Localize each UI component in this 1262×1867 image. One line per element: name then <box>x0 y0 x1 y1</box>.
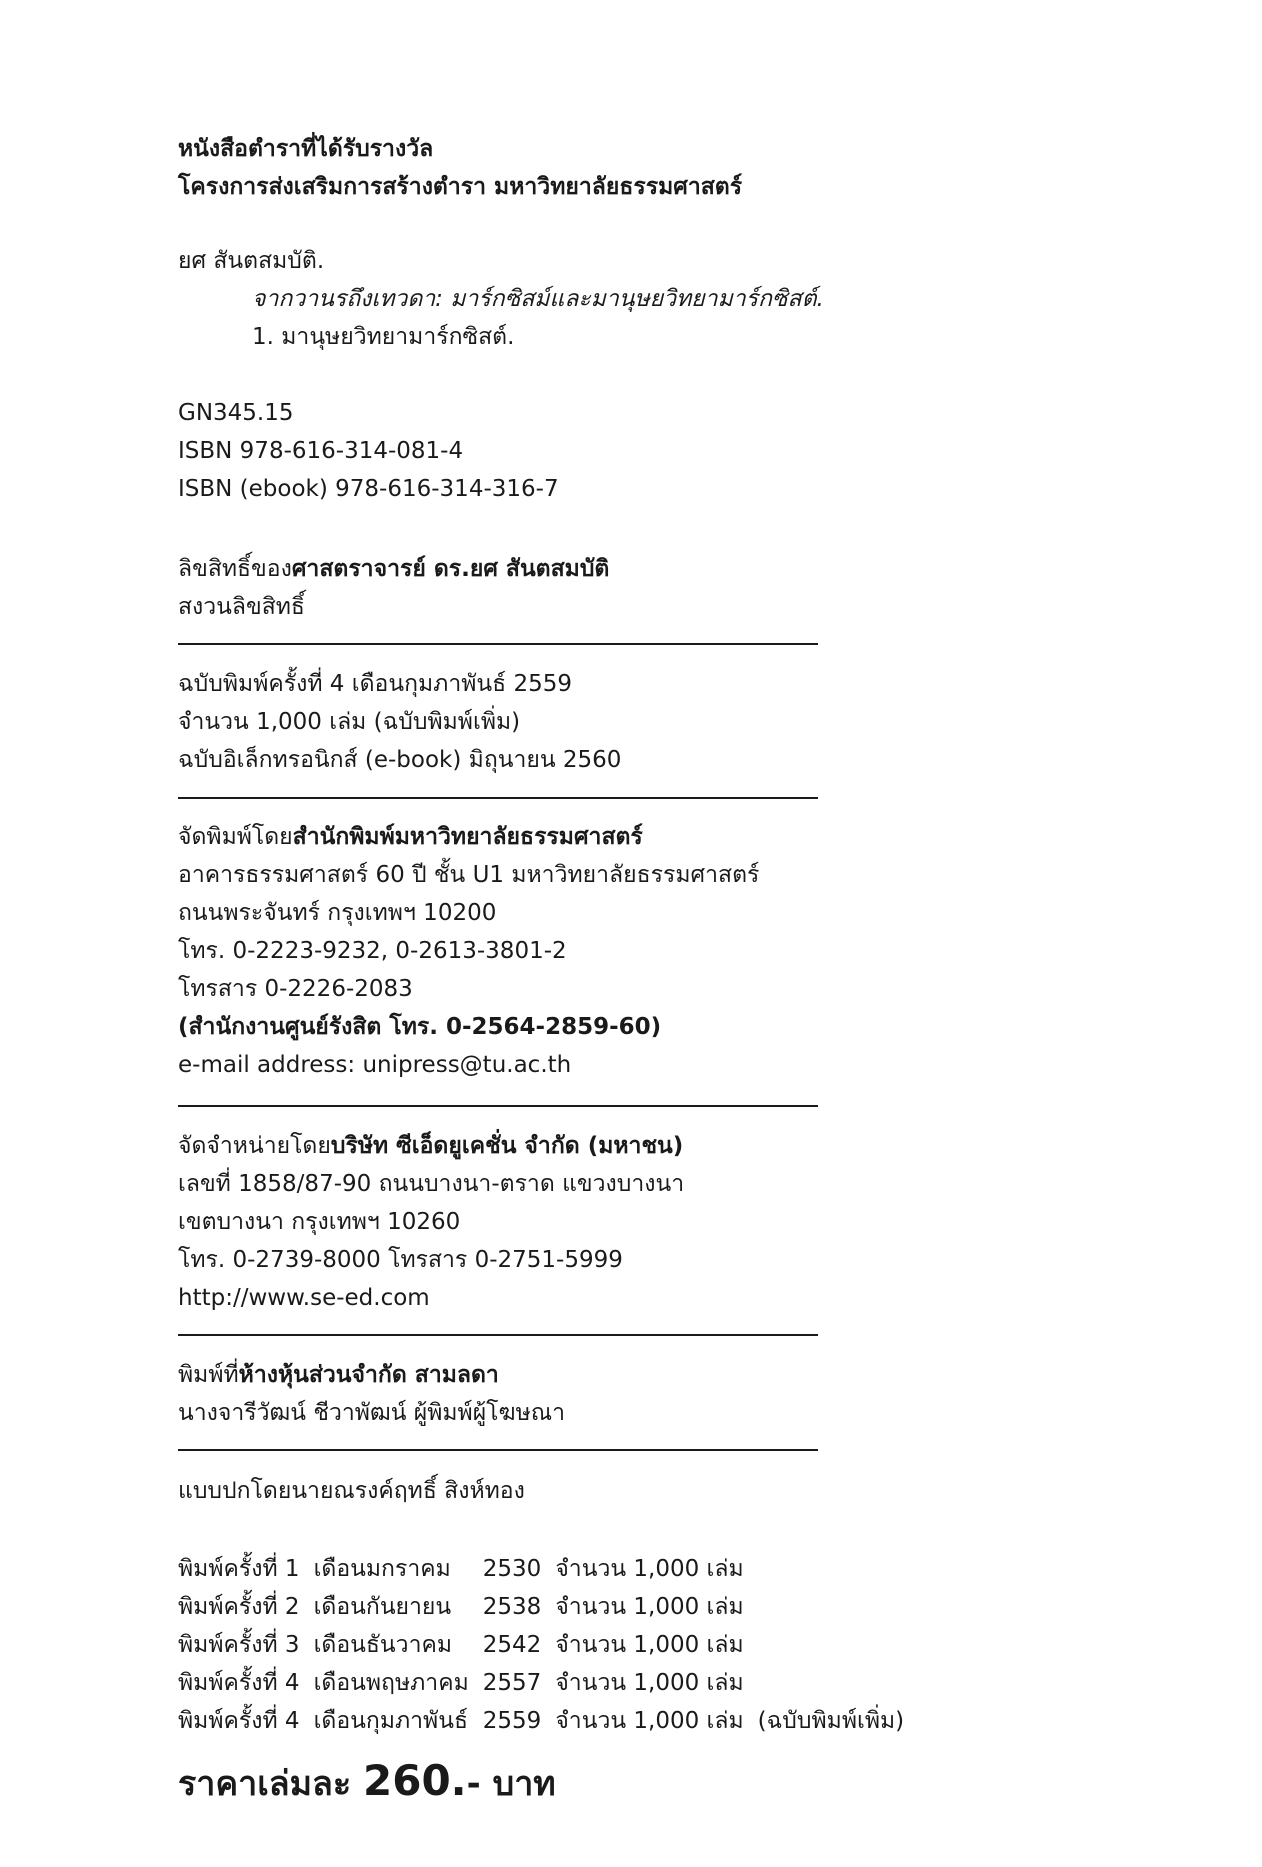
distributor-name: บริษัท ซีเอ็ดยูเคชั่น จำกัด (มหาชน) <box>330 1133 684 1159</box>
print-history-month: เดือนมกราคม <box>313 1556 451 1582</box>
print-history-row <box>178 1626 918 1664</box>
print-history-count: จำนวน 1,000 เล่ม <box>555 1632 744 1658</box>
catalog-author: ยศ สันตสมบัติ. <box>178 248 325 274</box>
print-history-note <box>758 1588 918 1626</box>
distributor-website: http://www.se-ed.com <box>178 1285 430 1311</box>
print-history-label: พิมพ์ครั้งที่ 3 <box>178 1632 300 1658</box>
printer-person: นางจารีวัฒน์ ชีวาพัฒน์ ผู้พิมพ์ผู้โฆษณา <box>178 1400 566 1426</box>
award-line-2: โครงการส่งเสริมการสร้างตำรา มหาวิทยาลัยธรรมศาสตร์ <box>178 174 743 200</box>
divider <box>178 1105 818 1107</box>
publisher-tel: โทร. 0-2223-9232, 0-2613-3801-2 <box>178 938 567 964</box>
catalog-entry <box>178 242 824 356</box>
distributor-address-1: เลขที่ 1858/87-90 ถนนบางนา-ตราด แขวงบางนา <box>178 1171 685 1197</box>
print-history <box>178 1550 918 1740</box>
print-history-count: จำนวน 1,000 เล่ม <box>555 1556 744 1582</box>
copyright-line <box>178 550 609 588</box>
isbn-ebook: ISBN (ebook) 978-616-314-316-7 <box>178 476 559 502</box>
copyright-block <box>178 550 609 626</box>
divider <box>178 1334 818 1336</box>
print-history-month: เดือนธันวาคม <box>313 1632 453 1658</box>
print-history-year: 2542 <box>482 1632 542 1658</box>
publisher-name: สำนักพิมพ์มหาวิทยาลัยธรรมศาสตร์ <box>292 824 643 850</box>
print-history-table <box>178 1550 918 1740</box>
award-line-1: หนังสือตำราที่ได้รับรางวัล <box>178 136 434 162</box>
print-history-label: พิมพ์ครั้งที่ 4 <box>178 1670 300 1696</box>
print-history-label: พิมพ์ครั้งที่ 4 <box>178 1708 300 1734</box>
print-history-note: (ฉบับพิมพ์เพิ่ม) <box>757 1708 905 1734</box>
print-history-count: จำนวน 1,000 เล่ม <box>555 1708 744 1734</box>
publisher-block <box>178 818 759 1084</box>
printer-prefix: พิมพ์ที่ <box>178 1362 239 1388</box>
publisher-email: e-mail address: unipress@tu.ac.th <box>178 1052 572 1078</box>
print-history-row <box>178 1664 918 1702</box>
publisher-address-2: ถนนพระจันทร์ กรุงเทพฯ 10200 <box>178 900 497 926</box>
copyright-prefix: ลิขสิทธิ์ของ <box>178 556 292 582</box>
print-history-row <box>178 1702 918 1740</box>
price-unit: บาท <box>492 1764 556 1804</box>
print-history-year: 2530 <box>482 1556 542 1582</box>
publisher-line <box>178 818 759 856</box>
divider <box>178 643 818 645</box>
print-history-note <box>758 1550 918 1588</box>
price-dash: - <box>466 1764 481 1804</box>
publisher-fax: โทรสาร 0-2226-2083 <box>178 976 413 1002</box>
award-heading <box>178 130 742 206</box>
print-history-year: 2538 <box>482 1594 542 1620</box>
print-history-count: จำนวน 1,000 เล่ม <box>555 1594 744 1620</box>
print-history-month: เดือนพฤษภาคม <box>313 1670 469 1696</box>
print-history-year: 2557 <box>482 1670 542 1696</box>
distributor-address-2: เขตบางนา กรุงเทพฯ 10260 <box>178 1209 461 1235</box>
divider <box>178 797 818 799</box>
print-history-month: เดือนกันยายน <box>313 1594 452 1620</box>
print-history-note <box>758 1626 918 1664</box>
print-history-label: พิมพ์ครั้งที่ 2 <box>178 1594 300 1620</box>
print-history-count: จำนวน 1,000 เล่ม <box>555 1670 744 1696</box>
edition-line-1: ฉบับพิมพ์ครั้งที่ 4 เดือนกุมภาพันธ์ 2559 <box>178 671 572 697</box>
publisher-address-1: อาคารธรรมศาสตร์ 60 ปี ชั้น U1 มหาวิทยาลัยธรรมศาสตร์ <box>178 862 760 888</box>
print-history-row <box>178 1550 918 1588</box>
print-history-month: เดือนกุมภาพันธ์ <box>313 1708 468 1734</box>
edition-line-3: ฉบับอิเล็กทรอนิกส์ (e-book) มิถุนายน 2560 <box>178 747 622 773</box>
price-label: ราคาเล่มละ <box>178 1764 352 1804</box>
printer-block <box>178 1356 565 1432</box>
publisher-rangsit: (สำนักงานศูนย์รังสิต โทร. 0-2564-2859-60) <box>178 1014 662 1040</box>
publisher-prefix: จัดพิมพ์โดย <box>178 824 293 850</box>
price-line <box>178 1756 556 1805</box>
print-history-note <box>758 1664 918 1702</box>
distributor-prefix: จัดจำหน่ายโดย <box>178 1133 331 1159</box>
isbn: ISBN 978-616-314-081-4 <box>178 438 464 464</box>
print-history-label: พิมพ์ครั้งที่ 1 <box>178 1556 300 1582</box>
distributor-line <box>178 1127 684 1165</box>
distributor-block <box>178 1127 684 1317</box>
divider <box>178 1449 818 1451</box>
distributor-tel: โทร. 0-2739-8000 โทรสาร 0-2751-5999 <box>178 1247 623 1273</box>
print-history-row <box>178 1588 918 1626</box>
rights-reserved: สงวนลิขสิทธิ์ <box>178 594 305 620</box>
identifiers <box>178 394 559 508</box>
catalog-subject: 1. มานุษยวิทยามาร์กซิสต์. <box>252 324 515 350</box>
printer-line <box>178 1356 565 1394</box>
print-history-year: 2559 <box>482 1708 542 1734</box>
call-number: GN345.15 <box>178 400 294 426</box>
edition-line-2: จำนวน 1,000 เล่ม (ฉบับพิมพ์เพิ่ม) <box>178 709 521 735</box>
printer-name: ห้างหุ้นส่วนจำกัด สามลดา <box>238 1362 499 1388</box>
copyright-owner: ศาสตราจารย์ ดร.ยศ สันตสมบัติ <box>291 556 610 582</box>
edition-block <box>178 665 621 779</box>
cover-designer: แบบปกโดยนายณรงค์ฤทธิ์ สิงห์ทอง <box>178 1478 525 1504</box>
price-amount: 260. <box>363 1756 467 1805</box>
catalog-title: จากวานรถึงเทวดา: มาร์กซิสม์และมานุษยวิทยามาร์กซิสต์. <box>252 286 824 312</box>
